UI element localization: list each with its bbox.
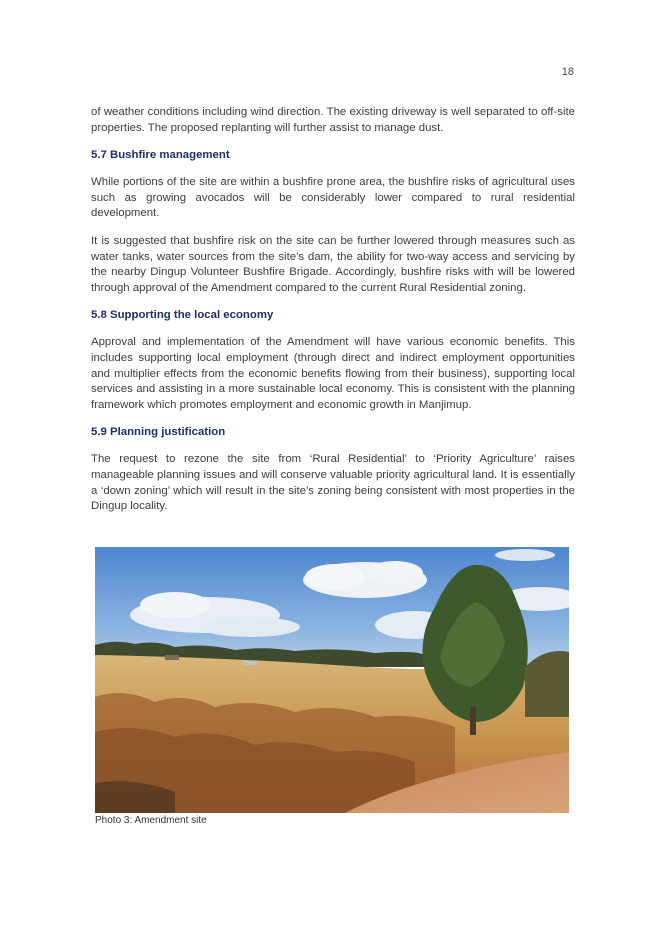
section-heading-bushfire: 5.7 Bushfire management [91, 149, 230, 162]
amendment-site-photo [95, 547, 569, 813]
photo-caption: Photo 3: Amendment site [95, 815, 207, 826]
section-heading-local-economy: 5.8 Supporting the local economy [91, 309, 274, 322]
intro-paragraph: of weather conditions including wind direction. The existing driveway is well separated to off-site properties. The proposed replanting will further assist to manage dust. [91, 106, 575, 134]
document-body [91, 105, 575, 515]
bushfire-paragraph-1: While portions of the site are within a bushfire prone area, the bushfire risks of agricultural uses such as growing avocados will be considerably lower compared to rural residential development. [91, 176, 575, 220]
planning-paragraph: The request to rezone the site from ‘Rural Residential’ to ‘Priority Agriculture’ raises manageable planning issues and will conserve valuable priority agricultural land. It is essentially a ‘down zoning’ which will result in the site’s zoning being consistent with most properties in the Dingup locality. [91, 453, 575, 513]
section-heading-planning: 5.9 Planning justification [91, 426, 226, 439]
page-number: 18 [561, 66, 574, 78]
economy-paragraph: Approval and implementation of the Amendment will have various economic benefits. This includes supporting local employment (through direct and indirect employment opportunities and multiplier effects from the economic benefits flowing from their business), supporting local services and assisting in a more sustainable local economy. This is consistent with the planning framework which promotes employment and economic growth in Manjimup. [91, 336, 575, 411]
bushfire-paragraph-2: It is suggested that bushfire risk on the site can be further lowered through measures such as water tanks, water sources from the site’s dam, the ability for two-way access and servicing by the nearby Dingup Volunteer Bushfire Brigade. Accordingly, bushfire risks with will be lowered through approval of the Amendment compared to the current Rural Residential zoning. [91, 234, 575, 294]
